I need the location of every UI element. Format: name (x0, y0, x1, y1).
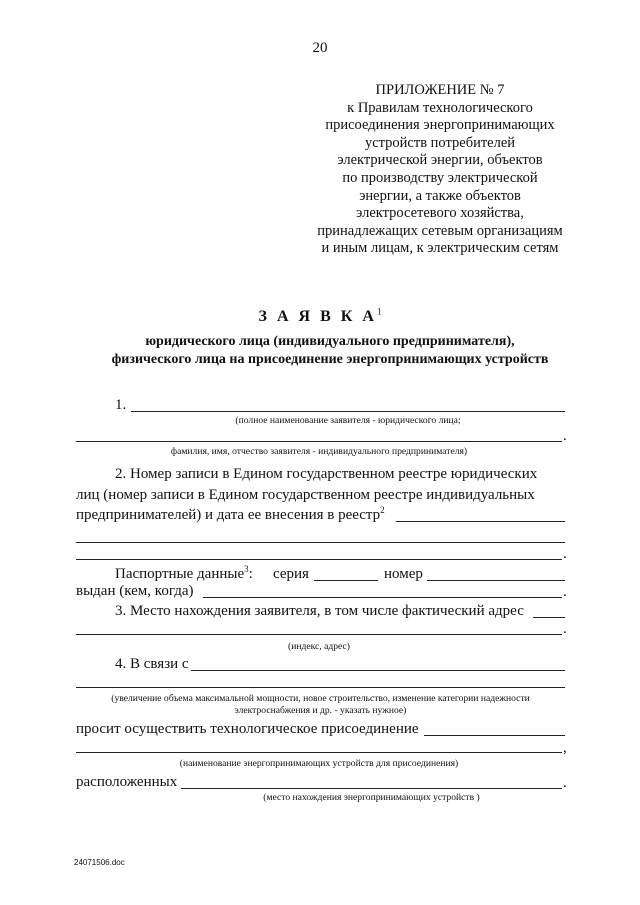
item2-line-2: лиц (номер записи в Едином государственном реестре индивидуальных (76, 487, 535, 503)
item3-address-field[interactable] (533, 617, 565, 618)
item4-reason-field-2[interactable] (76, 687, 565, 688)
item4-request-text: просит осуществить технологическое присоединение (76, 721, 419, 737)
page-number: 20 (312, 40, 328, 56)
item4-located-caption: (место нахождения энергопринимающих устройств ) (263, 792, 480, 803)
item1-applicant-name-field-2[interactable] (76, 441, 562, 442)
appendix-line: устройств потребителей (364, 134, 516, 151)
passport-label-text: Паспортные данные (115, 566, 245, 582)
item4-request-field[interactable] (424, 735, 565, 736)
item3-text: 3. Место нахождения заявителя, в том числе фактический адрес (115, 603, 524, 619)
document-title-text: З А Я В К А (258, 308, 377, 325)
item4-text: 4. В связи с (115, 656, 189, 672)
line-end-period: . (563, 428, 567, 444)
appendix-line: электрической энергии, объектов (337, 152, 543, 169)
passport-number-label: номер (384, 566, 423, 582)
line-end-period: . (563, 775, 567, 791)
appendix-line: принадлежащих сетевым организациям (317, 222, 563, 239)
line-end-period: . (563, 621, 567, 637)
item2-line-1: 2. Номер записи в Едином государственном реестре юридических (115, 466, 538, 482)
subtitle-line-2: физического лица на присоединение энергопринимающих устройств (111, 352, 549, 367)
line-end-comma: , (563, 740, 567, 756)
item2-footnote-mark: 2 (380, 505, 385, 515)
item4-request-caption: (наименование энергопринимающих устройств для присоединения) (179, 758, 459, 769)
document-subtitle (40, 333, 620, 369)
item1-number: 1. (115, 397, 127, 413)
item2-registry-field-2[interactable] (76, 542, 565, 543)
appendix-line: и иным лицам, к электрическим сетям (321, 240, 559, 257)
passport-number-field[interactable] (427, 580, 565, 581)
passport-issued-field[interactable] (203, 597, 562, 598)
item2-registry-field[interactable] (396, 521, 565, 522)
footer-filename: 24071506.doc (74, 858, 125, 867)
title-footnote-mark: 1 (376, 306, 382, 317)
appendix-line: энергии, а также объектов (359, 187, 521, 204)
item3-address-field-2[interactable] (76, 634, 562, 635)
passport-label: Паспортные данные$^3$: (115, 564, 253, 582)
item4-caption-1: (увеличение объема максимальной мощности, новое строительство, изменение категории надежности (111, 693, 530, 704)
item4-location-field[interactable] (181, 788, 562, 789)
appendix-line: по производству электрической (342, 169, 538, 186)
line-end-period: . (563, 546, 567, 562)
item4-request-field-2[interactable] (76, 752, 562, 753)
item4-caption-2: электроснабжения и др. - указать нужное) (234, 705, 407, 716)
item4-located-text: расположенных (76, 774, 178, 790)
appendix-line: ПРИЛОЖЕНИЕ № 7 (375, 82, 505, 98)
appendix-heading (290, 82, 590, 258)
passport-footnote-mark: 3 (244, 564, 249, 574)
appendix-line: присоединения энергопринимающих (325, 117, 555, 134)
item3-caption: (индекс, адрес) (288, 641, 350, 652)
item1-caption-2: фамилия, имя, отчество заявителя - индивидуального предпринимателя) (170, 446, 468, 457)
item1-applicant-name-field[interactable] (131, 411, 565, 412)
passport-series-field[interactable] (314, 580, 378, 581)
passport-issued-label: выдан (кем, когда) (76, 583, 194, 599)
item2-line-3 (76, 507, 385, 524)
appendix-line: электросетевого хозяйства, (356, 205, 524, 222)
appendix-line: к Правилам технологического (347, 99, 533, 116)
item2-registry-field-3[interactable] (76, 559, 562, 560)
item4-reason-field[interactable] (191, 670, 565, 671)
passport-series-label: серия (273, 566, 309, 582)
item2-line-3-text: предпринимателей) и дата ее внесения в реестр (76, 507, 381, 523)
subtitle-line-1: юридического лица (индивидуального предпринимателя), (145, 334, 515, 349)
line-end-period: . (563, 584, 567, 600)
item1-caption-1: (полное наименование заявителя - юридического лица; (235, 415, 461, 426)
document-title (0, 308, 640, 326)
